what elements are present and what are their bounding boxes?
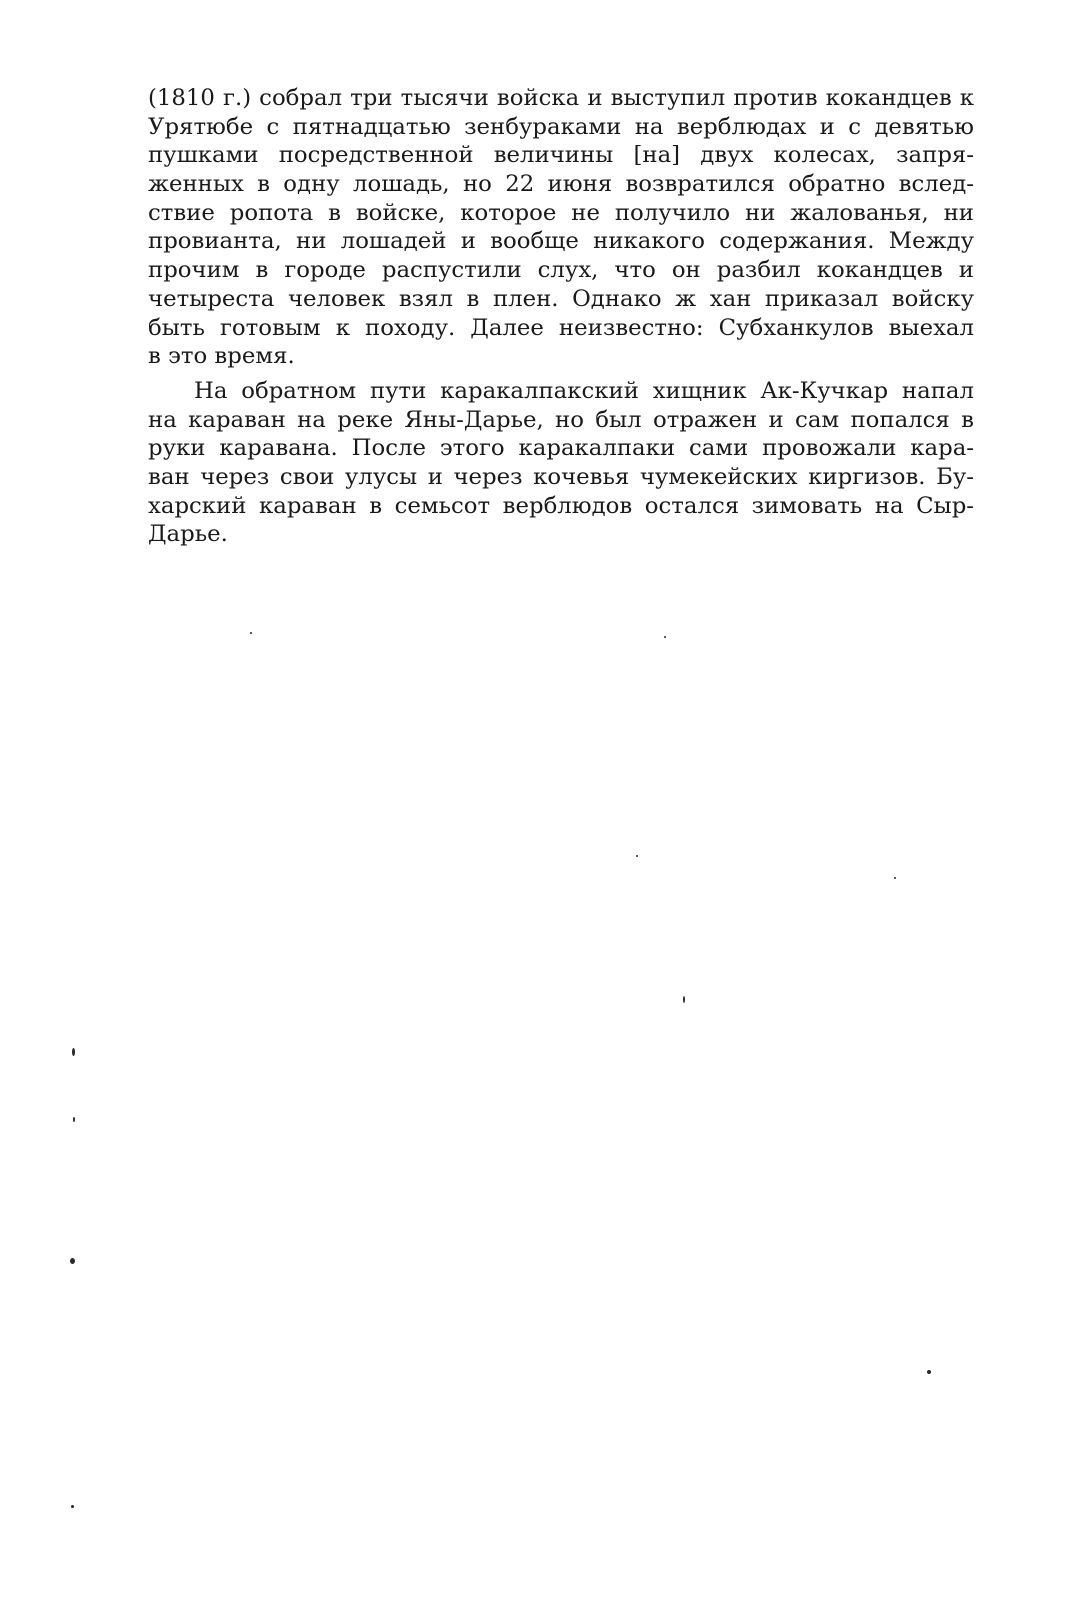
body-text <box>148 84 974 549</box>
scan-speck <box>72 1048 75 1056</box>
text-line: харский караван в семьсот верблюдов остался зимовать на Сыр- <box>148 492 974 519</box>
text-line: в это время. <box>148 343 295 370</box>
text-line: пушками посредственной величины [на] двух колесах, запря- <box>148 142 974 169</box>
scan-speck <box>683 996 685 1003</box>
scan-speck <box>70 1258 75 1264</box>
text-line: (1810 г.) собрал три тысячи войска и выступил против кокандцев к <box>148 85 974 111</box>
text-line: провианта, ни лошадей и вообще никакого содержания. Между <box>148 228 974 255</box>
text-line: ствие ропота в войске, которое не получило ни жалованья, ни <box>148 199 974 226</box>
text-line: на караван на реке Яны-Дарье, но был отражен и сам попался в <box>148 406 974 433</box>
scan-speck <box>927 1370 931 1374</box>
scan-speck <box>664 636 666 638</box>
text-line: четыреста человек взял в плен. Однако ж хан приказал войску <box>148 285 974 312</box>
scan-speck <box>71 1505 74 1508</box>
text-line: Урятюбе с пятнадцатью зенбураками на верблюдах и с девятью <box>148 113 974 140</box>
text-line: руки каравана. После этого каракалпаки сами провожали кара- <box>148 435 974 462</box>
text-line: Дарье. <box>148 521 228 548</box>
paragraph-2 <box>148 377 974 549</box>
paragraph-1 <box>148 84 974 371</box>
text-line: прочим в городе распустили слух, что он разбил кокандцев и <box>148 257 974 284</box>
text-line: быть готовым к походу. Далее неизвестно: Субханкулов выехал <box>148 314 974 341</box>
scan-speck <box>636 855 638 857</box>
scan-speck <box>894 877 896 879</box>
text-line: На обратном пути каракалпакский хищник Ак-Кучкар напал <box>194 377 974 404</box>
text-line: женных в одну лошадь, но 22 июня возвратился обратно вслед- <box>148 171 974 198</box>
scan-speck <box>250 632 252 634</box>
scan-speck <box>73 1117 75 1122</box>
text-line: ван через свои улусы и через кочевья чумекейских киргизов. Бу- <box>148 463 974 490</box>
